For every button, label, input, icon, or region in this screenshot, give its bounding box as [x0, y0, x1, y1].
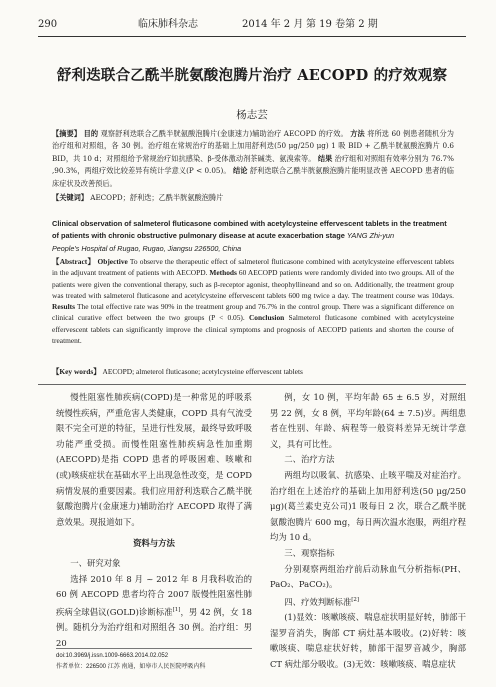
en-keywords-label: 【Key words】: [52, 367, 101, 376]
journal-name: 临床肺科杂志: [138, 19, 198, 30]
subjects-paragraph: [56, 572, 252, 652]
reference-2: [2]: [351, 596, 360, 603]
issue-date: 2014 年 2 月: [242, 19, 304, 30]
en-result-text: The total effective rate was 90% in the treatment group and 76.7% in the control group. There was a significant difference on clinical curative effect between the two groups (P < 0.05).: [52, 302, 454, 323]
en-objective-label: Objective: [97, 257, 128, 266]
en-result-label: Results: [52, 302, 75, 312]
method-label: 方法: [350, 129, 365, 138]
conclusion-label: 结论: [233, 166, 248, 176]
article-author: 杨志芸: [236, 109, 268, 121]
en-keywords-text: AECOPD; almeterol fluticasone; acetylcysteine effervescent tablets: [102, 367, 303, 376]
en-conclusion-label: Conclusion: [248, 313, 285, 323]
abstract-english: [52, 256, 454, 346]
en-conclusion-text: Salmeterol fluticasone combined with acetylcysteine effervescent tablets can significantly improve the clinical symptoms and prognosis of AECOPD patients and shorten the course of treatment.: [52, 313, 454, 346]
keywords-label: 【关键词】: [52, 193, 88, 202]
result-label: 结果: [317, 153, 333, 163]
intro-paragraph: 慢性阻塞性肺疾病(COPD)是一种常见的呼吸系统慢性疾病，严重危害人类健康，COPD 具有气流受限不完全可逆的特征，呈进行性发展，最终导致呼吸功能严重受损。而慢性阻塞性肺疾病急性加重期(AECOPD)是指 COPD 患者的呼吸困难、咳嗽和(或)咳痰症状在基础水平上出现急性改变，是 COPD 病情发展的重要因素。我们应用舒利迭联合乙酰半胱氨酸泡腾片(金康速力)辅助治疗 AECOPD 取得了满意效果。现报道如下。: [56, 392, 252, 527]
abstract-label: 【摘要】: [52, 129, 82, 138]
subsection-criteria: [270, 593, 466, 610]
indicators-paragraph: 分别观察两组治疗前后动脉血气分析指标(PH、PaO₂、PaCO₂)。: [270, 563, 466, 590]
english-author: YANG Zhi-yun: [346, 230, 395, 240]
conclusion-text: 舒利迭联合乙酰半胱氨酸泡腾片能明显改善 AECOPD 患者的临床症状及改善预后。: [52, 166, 454, 188]
issue-number: 第 19 卷第 2 期: [306, 19, 378, 30]
treatment-paragraph: 两组均以吸氧、抗感染、止咳平喘及对症治疗。治疗组在上述治疗的基础上加用舒利迭(50 μg/250 μg)(葛兰素史克公司)1 吸每日 2 次，联合乙酰半胱氨酸泡腾片 600 mg，每日两次温水泡服，两组疗程均为 10 d。: [270, 469, 466, 543]
page-number: 290: [38, 19, 58, 30]
abstract-chinese: [52, 128, 454, 190]
subsection-subjects: 一、研究对象: [70, 557, 121, 568]
en-objective-text: To observe the therapeutic effect of salmeterol fluticasone combined with acetylcysteine effervescent tablets in the adjuvant treatment of patients with AECOPD.: [52, 257, 454, 278]
subjects-paragraph-cont: 例，女 10 例，平均年龄 65 ± 6.5 岁，对照组男 22 例，女 8 例，平均年龄(64 ± 7.5)岁。两组患者在性别、年龄、病程等一般资料差异无统计学意义，具有可比性。: [270, 392, 466, 449]
section-divider: [38, 384, 466, 385]
criteria-heading: 四、疗效判断标准: [284, 596, 352, 607]
section-heading: 资料与方法: [133, 538, 175, 549]
en-method-label: Methods: [209, 268, 237, 278]
running-header: [38, 14, 466, 37]
method-text: 将所选 60 例患者随机分为治疗组和对照组，各 30 例。治疗组在常规治疗的基础上加用舒利迭(50 μg/250 μg) 1 吸 BID + 乙酰半胱氨酸泡腾片 0.6 BID，共 10 d；对照组给予常规治疗如抗感染、β-受体激动剂茶碱类、氨溴索等。: [52, 129, 454, 163]
objective-label: 目的: [83, 129, 99, 138]
subsection-indicators: 三、观察指标: [284, 547, 335, 558]
result-text: 治疗组和对照组有效率分别为 76.7% ,90.3%，两组疗效比较差异有统计学意义(P < 0.05)。: [52, 153, 454, 176]
subjects-text-cont: ，男 42 例，女 18 例。随机分为治疗组和对照组各 30 例。治疗组：男 20: [56, 606, 252, 648]
english-affiliation: People's Hospital of Rugao, Rugao, Jiangsu 226500, China: [52, 244, 242, 253]
keywords-text: AECOPD；舒利迭；乙酰半胱氨酸泡腾片: [90, 193, 224, 202]
footnote: [56, 648, 252, 673]
subjects-text: 选择 2010 年 8 月 ~ 2012 年 8 月我科收治的 60 例 AECOPD 患者均符合 2007 版慢性阻塞性肺疾病全球倡议(GOLD)诊断标准: [56, 573, 252, 617]
reference-1: [1]: [172, 606, 181, 613]
english-title-text: Clinical observation of salmeterol fluticasone combined with acetylcysteine effervescent tablets in the treatment of patients with chronic obstructive pulmonary disease at acute exacerbation stage: [52, 219, 447, 240]
en-abstract-label: 【Abstract】: [52, 257, 96, 266]
english-title: [52, 218, 454, 241]
objective-text: 观察舒利迭联合乙酰半胱氨酸泡腾片(金康速力)辅助治疗 AECOPD 的疗效。: [100, 129, 348, 138]
en-method-text: 60 AECOPD patients were randomly divided into two groups. All of the patients were given the conventional therapy, such as β-receptor agonist, theophyllineand and so on. Additionally, the treatment group was treated with salmeterol fluticasone and acetylcysteine effervescent tablets 600 mg twice a day. The treatment course was 10days.: [52, 268, 454, 300]
doi: doi:10.3969/j.issn.1009-6663.2014.02.052: [56, 653, 169, 659]
author-affiliation: 作者单位：226500 江苏 南通，如皋市人民医院呼吸内科: [56, 664, 206, 670]
body-column-right: [270, 390, 466, 672]
keywords-chinese: [52, 192, 454, 204]
body-column-left: [56, 390, 252, 651]
criteria-paragraph: (1)显效：咳嗽咳痰、喘息症状明显好转，肺部干湿罗音消失，胸部 CT 病灶基本吸收。(2)好转：咳嗽咳痰、喘息症状好转，肺部干湿罗音减少，胸部 CT 病灶部分吸收。(3)无效：咳嗽咳痰、喘息症状: [270, 612, 466, 669]
article-title: 舒利迭联合乙酰半胱氨酸泡腾片治疗 AECOPD 的疗效观察: [56, 67, 448, 84]
subsection-treatment: 二、治疗方法: [284, 454, 335, 465]
keywords-english: [52, 366, 454, 377]
